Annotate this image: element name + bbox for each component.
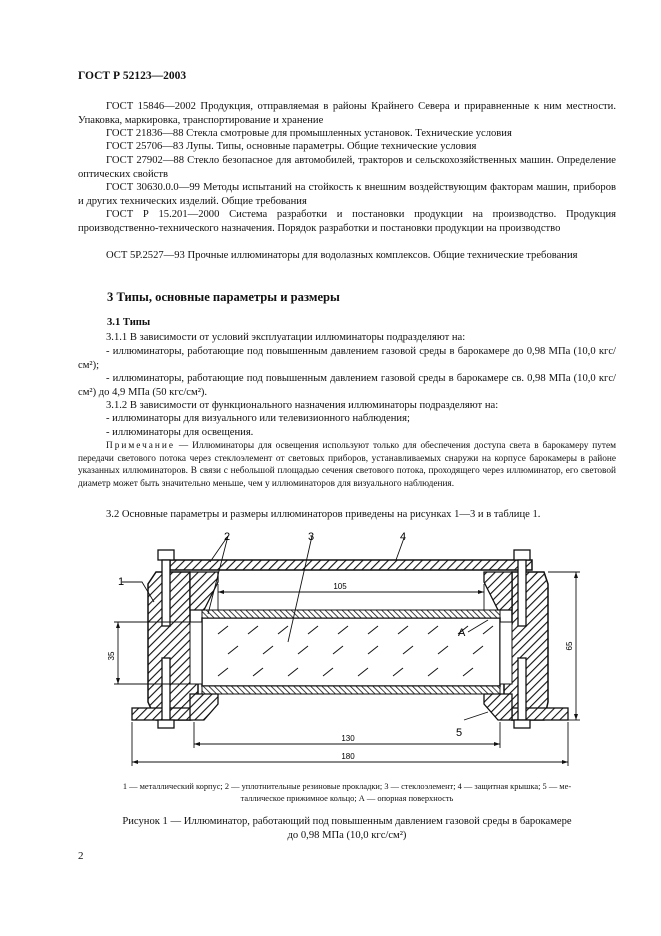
note-label: Примечание xyxy=(106,441,175,451)
list-item: - иллюминаторы, работающие под повышенным давлением газовой среды в барокамере до 0,98 МПа (10,0 кгс/см²); xyxy=(78,346,616,371)
dim-180: 180 xyxy=(341,752,355,761)
reference-ost-5r2527: ОСТ 5Р.2527—93 Прочные иллюминаторы для водолазных комплексов. Общие технические требования xyxy=(106,250,578,261)
legend-line: 1 — металлический корпус; 2 — уплотнительные резиновые прокладки; 3 — стеклоэлемент; 4 — защитная крышка; 5 — ме- xyxy=(122,782,572,791)
reference-gost-30630: ГОСТ 30630.0.0—99 Методы испытаний на стойкость к внешним воздействующим факторам машин, приборов и других технических изделий. Общие требования xyxy=(78,182,616,207)
label-a: А xyxy=(458,627,466,639)
reference-gost-25706: ГОСТ 25706—83 Лупы. Типы, основные параметры. Общие технические условия xyxy=(106,141,477,152)
dim-130: 130 xyxy=(341,734,355,743)
reference-gost-27902: ГОСТ 27902—88 Стекло безопасное для автомобилей, тракторов и сельскохозяйственных машин. Определение оптических свойств xyxy=(78,155,616,180)
caption-line: до 0,98 МПа (10,0 кгс/см²) xyxy=(287,829,407,841)
upper-ring-right xyxy=(484,572,512,610)
pressure-ring-left xyxy=(190,694,218,720)
label-1: 1 xyxy=(118,576,125,588)
note-block xyxy=(78,440,616,490)
caption-line: Рисунок 1 — Иллюминатор, работающий под повышенным давлением газовой среды в барокамере xyxy=(122,816,572,827)
reference-gost-15846: ГОСТ 15846—2002 Продукция, отправляемая в районы Крайнего Севера и приравненные к ним местности. Упаковка, маркировка, транспортирование и хранение xyxy=(78,101,616,126)
sealing-gasket-bottom xyxy=(202,686,500,694)
gasket-side-left xyxy=(190,622,202,684)
glass-element xyxy=(202,618,500,686)
bolt-shank xyxy=(162,560,170,626)
bolt-head xyxy=(514,720,530,728)
gasket-side-right xyxy=(500,622,512,684)
page-number: 2 xyxy=(78,850,84,862)
document-header: ГОСТ Р 52123—2003 xyxy=(78,70,187,82)
figure-1-illuminator-drawing xyxy=(78,522,618,772)
subsection-heading: 3.1 Типы xyxy=(107,317,151,328)
bolt-shank xyxy=(162,658,170,720)
dim-35: 35 xyxy=(107,651,116,661)
paragraph-3-1-1: 3.1.1 В зависимости от условий эксплуатации иллюминаторы подразделяют на: xyxy=(106,332,466,343)
bolt-head xyxy=(514,550,530,560)
bolt-head xyxy=(158,550,174,560)
legend-line: таллическое прижимное кольцо; А — опорная поверхность xyxy=(240,794,454,803)
paragraph-3-1-2: 3.1.2 В зависимости от функционального назначения иллюминаторы подразделяют на: xyxy=(106,400,499,411)
reference-gost-21836: ГОСТ 21836—88 Стекла смотровые для промышленных установок. Технические условия xyxy=(106,128,512,139)
section-heading: 3 Типы, основные параметры и размеры xyxy=(107,290,340,304)
figure-legend xyxy=(78,781,616,805)
label-3: 3 xyxy=(308,531,315,543)
list-item: - иллюминаторы для визуального или телевизионного наблюдения; xyxy=(106,413,410,424)
dim-65: 65 xyxy=(565,641,574,651)
pressure-ring-right xyxy=(484,694,512,720)
bolt-head xyxy=(158,720,174,728)
protective-cover xyxy=(170,560,532,570)
paragraph-3-2: 3.2 Основные параметры и размеры иллюминаторов приведены на рисунках 1—3 и в таблице 1. xyxy=(106,509,541,520)
label-2: 2 xyxy=(224,531,231,543)
list-item: - иллюминаторы, работающие под повышенным давлением газовой среды в барокамере св. 0,98 МПа (10,0 кгс/см²) до 4,9 МПа (50 кгс/см²). xyxy=(78,373,616,398)
bolt-shank xyxy=(518,560,526,626)
list-item: - иллюминаторы для освещения. xyxy=(106,427,254,438)
label-5: 5 xyxy=(456,727,463,739)
label-4: 4 xyxy=(400,531,407,543)
bolt-shank xyxy=(518,658,526,720)
sealing-gasket-top xyxy=(202,610,500,618)
note-text: — Иллюминаторы для освещения используют только для обеспечения доступа света в барокамеру путем передачи светового потока через стеклоэлемент от световых приборов, устанавливаемых снаружи на корпусе барокамеры в районе указанных иллюминаторов. В связи с небольшой площадью сечения светового потока, проходящего через иллюминатор, его световой диаметр может быть значительно меньше, чем у иллюминаторов для визуального наблюдения. xyxy=(78,441,616,489)
dim-105: 105 xyxy=(333,582,347,591)
reference-gost-r-15201: ГОСТ Р 15.201—2000 Система разработки и постановки продукции на производство. Продукция производственно-технического назначения. Порядок разработки и постановки продукции на производство xyxy=(78,209,616,234)
figure-caption xyxy=(78,815,616,842)
